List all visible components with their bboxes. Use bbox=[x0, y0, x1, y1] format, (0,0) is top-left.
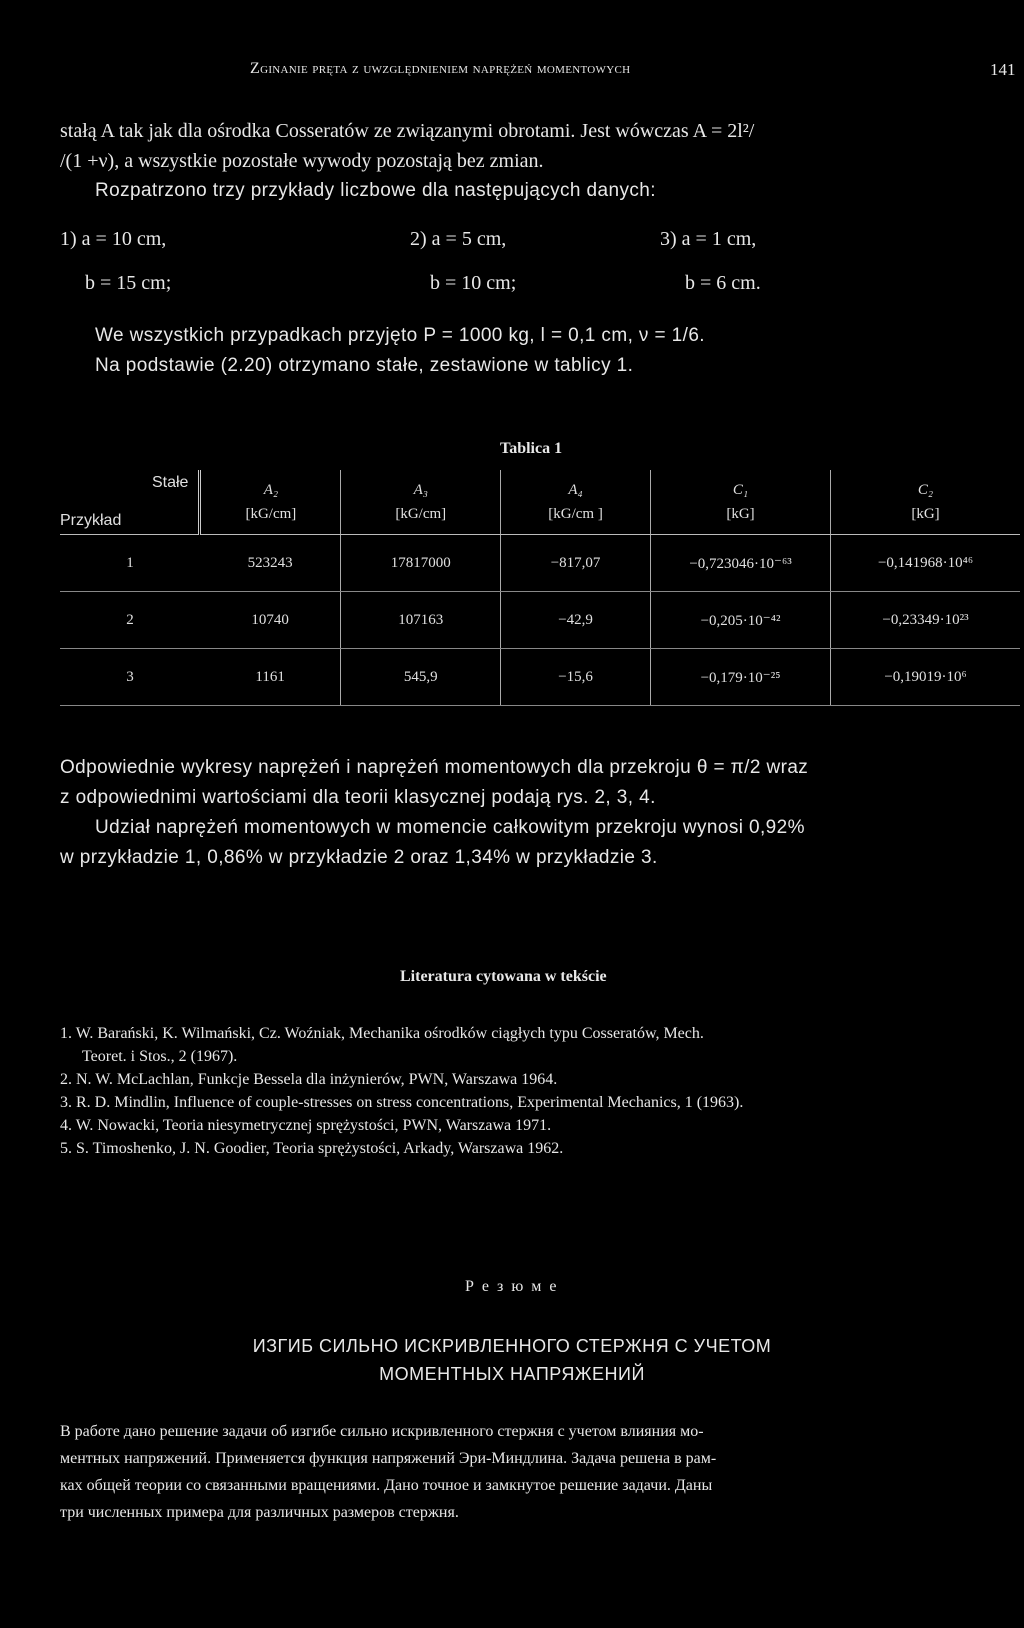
intro-line-3: Rozpatrzono trzy przykłady liczbowe dla następujących danych: bbox=[95, 180, 656, 201]
col-header-c1: C₁ [kG] bbox=[650, 470, 830, 535]
table-header-row bbox=[60, 470, 1020, 535]
intro-line-1: stałą A tak jak dla ośrodka Cosseratów ze związanymi obrotami. Jest wówczas A = 2l²/ bbox=[60, 120, 755, 142]
literature-title: Literatura cytowana w tekście bbox=[400, 968, 607, 985]
running-header: Zginanie pręta z uwzględnieniem naprężeń momentowych bbox=[250, 60, 631, 77]
example-b-2: b = 10 cm; bbox=[430, 272, 517, 294]
corner-cell bbox=[60, 470, 200, 535]
summary-line: три численных примера для различных размеров стержня. bbox=[60, 1504, 459, 1521]
reference-item-cont: Teoret. i Stos., 2 (1967). bbox=[82, 1048, 238, 1065]
after-line-3: Udział naprężeń momentowych w momencie całkowitym przekroju wynosi 0,92% bbox=[95, 817, 805, 838]
corner-label-constants: Stałe bbox=[151, 474, 189, 491]
example-number: 2 bbox=[60, 592, 200, 649]
summary-heading: Р е з ю м е bbox=[465, 1278, 559, 1295]
example-b-3: b = 6 cm. bbox=[685, 272, 761, 294]
cell-a2: 523243 bbox=[200, 535, 341, 592]
summary-line: В работе дано решение задачи об изгибе сильно искривленного стержня с учетом влияния мо- bbox=[60, 1423, 704, 1440]
cell-c2: −0,19019·10⁶ bbox=[831, 649, 1020, 706]
summary-body bbox=[60, 1418, 716, 1526]
col-header-c2: C₂ [kG] bbox=[831, 470, 1020, 535]
summary-title-line-1: ИЗГИБ СИЛЬНО ИСКРИВЛЕННОГО СТЕРЖНЯ С УЧЕТОМ bbox=[252, 1336, 772, 1356]
assumptions-line-2: Na podstawie (2.20) otrzymano stałe, zestawione w tablicy 1. bbox=[95, 355, 634, 376]
col-header-a2: A₂ [kG/cm] bbox=[200, 470, 341, 535]
table-row bbox=[60, 649, 1020, 706]
cell-a4: −15,6 bbox=[501, 649, 651, 706]
cell-a2: 10740 bbox=[200, 592, 341, 649]
cell-c1: −0,179·10⁻²⁵ bbox=[650, 649, 830, 706]
cell-a2: 1161 bbox=[200, 649, 341, 706]
summary-line: ках общей теории со связанными вращениями. Дано точное и замкнутое решение задачи. Даны bbox=[60, 1477, 713, 1494]
assumptions-line-1: We wszystkich przypadkach przyjęto P = 1000 kg, l = 0,1 cm, ν = 1/6. bbox=[95, 325, 705, 346]
after-line-2: z odpowiednimi wartościami dla teorii klasycznej podają rys. 2, 3, 4. bbox=[60, 787, 656, 808]
cell-a3: 17817000 bbox=[341, 535, 501, 592]
summary-title-line-2: МОМЕНТНЫХ НАПРЯЖЕНИЙ bbox=[379, 1364, 645, 1384]
page-number: 141 bbox=[990, 60, 1016, 79]
corner-label-example: Przykład bbox=[60, 512, 122, 529]
example-b-1: b = 15 cm; bbox=[85, 272, 172, 294]
reference-item: 1. W. Barański, K. Wilmański, Cz. Woźniak, Mechanika ośrodków ciągłych typu Cosseratów, Mech. bbox=[60, 1025, 704, 1042]
example-a-3: 3) a = 1 cm, bbox=[660, 228, 757, 250]
summary-line: ментных напряжений. Применяется функция напряжений Эри-Миндлина. Задача решена в рам- bbox=[60, 1450, 717, 1467]
example-number: 1 bbox=[60, 535, 200, 592]
reference-item: 3. R. D. Mindlin, Influence of couple-stresses on stress concentrations, Experimental Mechanics, 1 (1963). bbox=[60, 1094, 744, 1111]
after-line-1: Odpowiednie wykresy naprężeń i naprężeń momentowych dla przekroju θ = π/2 wraz bbox=[60, 757, 809, 778]
col-header-a4: A₄ [kG/cm ] bbox=[501, 470, 651, 535]
table-row bbox=[60, 535, 1020, 592]
cell-c2: −0,23349·10²³ bbox=[831, 592, 1020, 649]
intro-line-2: /(1 +ν), a wszystkie pozostałe wywody pozostają bez zmian. bbox=[60, 150, 544, 172]
reference-list bbox=[60, 1022, 743, 1160]
cell-c2: −0,141968·10⁴⁶ bbox=[831, 535, 1020, 592]
table-caption: Tablica 1 bbox=[500, 440, 563, 457]
reference-item: 2. N. W. McLachlan, Funkcje Bessela dla inżynierów, PWN, Warszawa 1964. bbox=[60, 1071, 558, 1088]
col-header-a3: A₃ [kG/cm] bbox=[341, 470, 501, 535]
constants-table bbox=[60, 470, 1020, 706]
cell-a4: −42,9 bbox=[501, 592, 651, 649]
table-row bbox=[60, 592, 1020, 649]
example-number: 3 bbox=[60, 649, 200, 706]
cell-c1: −0,205·10⁻⁴² bbox=[650, 592, 830, 649]
reference-item: 5. S. Timoshenko, J. N. Goodier, Teoria sprężystości, Arkady, Warszawa 1962. bbox=[60, 1140, 564, 1157]
example-a-1: 1) a = 10 cm, bbox=[60, 228, 167, 250]
example-a-2: 2) a = 5 cm, bbox=[410, 228, 507, 250]
after-line-4: w przykładzie 1, 0,86% w przykładzie 2 oraz 1,34% w przykładzie 3. bbox=[60, 847, 658, 868]
cell-a3: 545,9 bbox=[341, 649, 501, 706]
cell-a3: 107163 bbox=[341, 592, 501, 649]
cell-a4: −817,07 bbox=[501, 535, 651, 592]
cell-c1: −0,723046·10⁻⁶³ bbox=[650, 535, 830, 592]
reference-item: 4. W. Nowacki, Teoria niesymetrycznej sprężystości, PWN, Warszawa 1971. bbox=[60, 1117, 552, 1134]
